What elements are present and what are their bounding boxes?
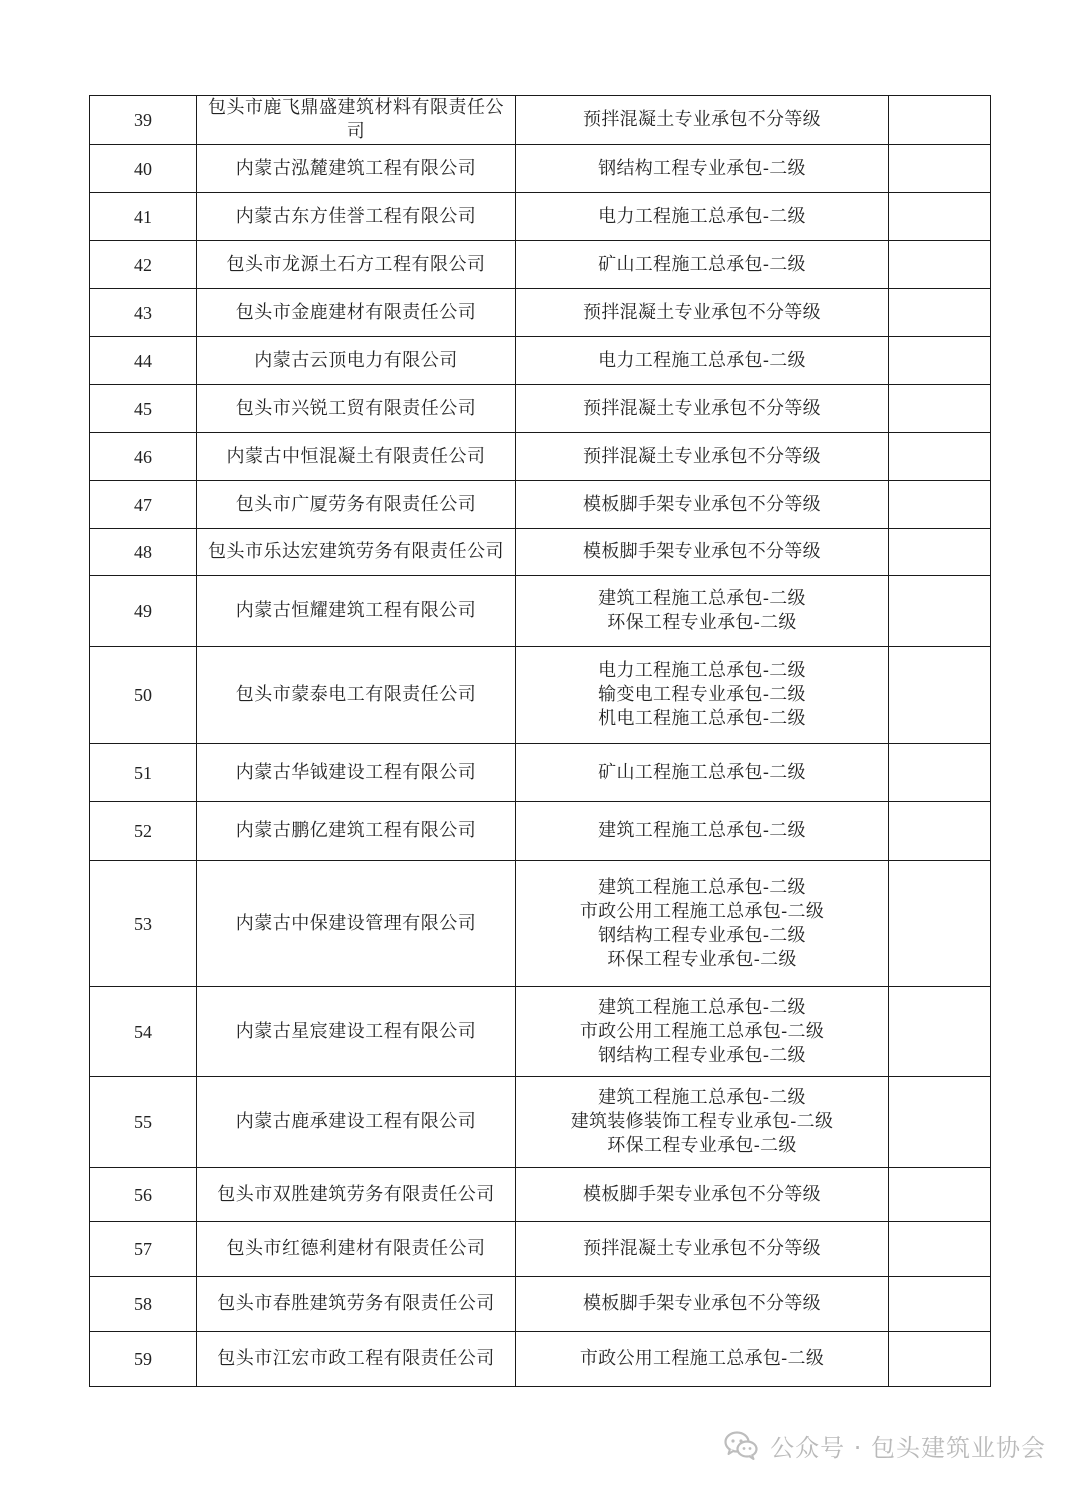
company-name: 内蒙古云顶电力有限公司	[197, 337, 516, 385]
qualification-cell	[516, 576, 889, 647]
qualification-item: 环保工程专业承包-二级	[607, 612, 797, 633]
qualification-item: 模板脚手架专业承包不分等级	[583, 1293, 821, 1314]
remark-cell	[889, 289, 991, 337]
qualification-cell	[516, 1222, 889, 1277]
qualification-item: 环保工程专业承包-二级	[607, 1135, 797, 1156]
row-number: 43	[90, 289, 197, 337]
remark-cell	[889, 744, 991, 802]
remark-cell	[889, 193, 991, 241]
qualification-item: 电力工程施工总承包-二级	[598, 205, 806, 227]
remark-cell	[889, 96, 991, 145]
qualification-cell	[516, 647, 889, 744]
row-number: 55	[90, 1077, 197, 1168]
qualification-item: 建筑工程施工总承包-二级	[598, 588, 806, 609]
row-number: 47	[90, 481, 197, 529]
company-name: 包头市兴锐工贸有限责任公司	[197, 385, 516, 433]
qualification-item: 环保工程专业承包-二级	[607, 948, 797, 970]
remark-cell	[889, 1168, 991, 1222]
qualification-item: 市政公用工程施工总承包-二级	[579, 1348, 825, 1369]
row-number: 49	[90, 576, 197, 647]
table-row	[90, 987, 991, 1077]
row-number: 56	[90, 1168, 197, 1222]
qualification-item: 预拌混凝土专业承包不分等级	[583, 109, 821, 130]
row-number: 41	[90, 193, 197, 241]
remark-cell	[889, 1332, 991, 1387]
company-name: 内蒙古星宸建设工程有限公司	[197, 987, 516, 1077]
row-number: 57	[90, 1222, 197, 1277]
row-number: 53	[90, 861, 197, 987]
row-number: 58	[90, 1277, 197, 1332]
wechat-icon	[724, 1430, 758, 1460]
qualification-cell	[516, 987, 889, 1077]
qualification-item: 输变电工程专业承包-二级	[598, 684, 806, 705]
row-number: 40	[90, 145, 197, 193]
qualification-item: 钢结构工程专业承包-二级	[598, 924, 806, 946]
qualification-item: 预拌混凝土专业承包不分等级	[583, 1238, 821, 1259]
remark-cell	[889, 529, 991, 576]
table-row	[90, 1168, 991, 1222]
company-name: 包头市金鹿建材有限责任公司	[197, 289, 516, 337]
remark-cell	[889, 481, 991, 529]
remark-cell	[889, 385, 991, 433]
watermark-text: 公众号 · 包头建筑业协会	[770, 1433, 1046, 1462]
qualification-table	[89, 95, 991, 1387]
qualification-item: 钢结构工程专业承包-二级	[598, 157, 806, 179]
company-name: 内蒙古鹏亿建筑工程有限公司	[197, 802, 516, 861]
remark-cell	[889, 861, 991, 987]
qualification-cell	[516, 481, 889, 529]
qualification-item: 建筑装修装饰工程专业承包-二级	[570, 1111, 834, 1132]
remark-cell	[889, 337, 991, 385]
row-number: 39	[90, 96, 197, 145]
qualification-cell	[516, 289, 889, 337]
remark-cell	[889, 576, 991, 647]
qualification-item: 电力工程施工总承包-二级	[598, 349, 806, 371]
qualification-cell	[516, 861, 889, 987]
qualification-item: 模板脚手架专业承包不分等级	[583, 493, 821, 515]
company-name: 内蒙古泓麓建筑工程有限公司	[197, 145, 516, 193]
table-row	[90, 433, 991, 481]
row-number: 51	[90, 744, 197, 802]
qualification-cell	[516, 193, 889, 241]
company-name: 内蒙古中保建设管理有限公司	[197, 861, 516, 987]
qualification-cell	[516, 337, 889, 385]
table-row	[90, 337, 991, 385]
qualification-item: 预拌混凝土专业承包不分等级	[583, 301, 821, 323]
row-number: 44	[90, 337, 197, 385]
company-name: 内蒙古鹿承建设工程有限公司	[197, 1077, 516, 1168]
table-row	[90, 1277, 991, 1332]
company-name: 包头市龙源土石方工程有限公司	[197, 241, 516, 289]
row-number: 54	[90, 987, 197, 1077]
qualification-item: 建筑工程施工总承包-二级	[598, 820, 806, 841]
table-row	[90, 145, 991, 193]
qualification-item: 预拌混凝土专业承包不分等级	[583, 397, 821, 419]
company-name: 包头市红德利建材有限责任公司	[197, 1222, 516, 1277]
row-number: 45	[90, 385, 197, 433]
watermark	[724, 1425, 1046, 1465]
table-row	[90, 1222, 991, 1277]
table-row	[90, 193, 991, 241]
company-name: 包头市双胜建筑劳务有限责任公司	[197, 1168, 516, 1222]
remark-cell	[889, 987, 991, 1077]
company-name: 包头市广厦劳务有限责任公司	[197, 481, 516, 529]
remark-cell	[889, 1077, 991, 1168]
row-number: 46	[90, 433, 197, 481]
qualification-cell	[516, 433, 889, 481]
company-name: 包头市春胜建筑劳务有限责任公司	[197, 1277, 516, 1332]
qualification-item: 钢结构工程专业承包-二级	[598, 1044, 806, 1066]
remark-cell	[889, 145, 991, 193]
qualification-item: 矿山工程施工总承包-二级	[598, 253, 806, 275]
qualification-item: 模板脚手架专业承包不分等级	[583, 541, 821, 562]
qualification-item: 建筑工程施工总承包-二级	[598, 876, 806, 898]
qualification-cell	[516, 1277, 889, 1332]
qualification-item: 市政公用工程施工总承包-二级	[579, 900, 825, 922]
qualification-cell	[516, 241, 889, 289]
row-number: 42	[90, 241, 197, 289]
table-row	[90, 802, 991, 861]
table-row	[90, 241, 991, 289]
qualification-cell	[516, 529, 889, 576]
remark-cell	[889, 433, 991, 481]
qualification-item: 模板脚手架专业承包不分等级	[583, 1183, 821, 1205]
remark-cell	[889, 1222, 991, 1277]
table-row	[90, 647, 991, 744]
row-number: 48	[90, 529, 197, 576]
qualification-item: 市政公用工程施工总承包-二级	[579, 1020, 825, 1042]
remark-cell	[889, 241, 991, 289]
table-row	[90, 861, 991, 987]
qualification-item: 矿山工程施工总承包-二级	[598, 761, 806, 783]
remark-cell	[889, 1277, 991, 1332]
table-row	[90, 529, 991, 576]
row-number: 50	[90, 647, 197, 744]
qualification-item: 建筑工程施工总承包-二级	[598, 996, 806, 1018]
qualification-cell	[516, 96, 889, 145]
table-row	[90, 744, 991, 802]
company-name: 包头市鹿飞鼎盛建筑材料有限责任公司	[197, 96, 516, 145]
table-row	[90, 96, 991, 145]
row-number: 59	[90, 1332, 197, 1387]
table-row	[90, 576, 991, 647]
table-body	[90, 96, 991, 1387]
table-row	[90, 289, 991, 337]
qualification-cell	[516, 385, 889, 433]
qualification-item: 预拌混凝土专业承包不分等级	[583, 445, 821, 467]
table-row	[90, 1332, 991, 1387]
row-number: 52	[90, 802, 197, 861]
table-row	[90, 385, 991, 433]
company-name: 包头市乐达宏建筑劳务有限责任公司	[197, 529, 516, 576]
company-name: 内蒙古东方佳誉工程有限公司	[197, 193, 516, 241]
qualification-cell	[516, 744, 889, 802]
company-name: 包头市蒙泰电工有限责任公司	[197, 647, 516, 744]
qualification-cell	[516, 1077, 889, 1168]
remark-cell	[889, 647, 991, 744]
company-name: 内蒙古恒耀建筑工程有限公司	[197, 576, 516, 647]
qualification-item: 机电工程施工总承包-二级	[598, 708, 806, 729]
qualification-item: 建筑工程施工总承包-二级	[598, 1087, 806, 1108]
remark-cell	[889, 802, 991, 861]
qualification-cell	[516, 1168, 889, 1222]
qualification-cell	[516, 1332, 889, 1387]
table-row	[90, 481, 991, 529]
company-name: 内蒙古华钺建设工程有限公司	[197, 744, 516, 802]
company-name: 包头市江宏市政工程有限责任公司	[197, 1332, 516, 1387]
qualification-item: 电力工程施工总承包-二级	[598, 660, 806, 681]
company-name: 内蒙古中恒混凝土有限责任公司	[197, 433, 516, 481]
qualification-cell	[516, 802, 889, 861]
qualification-cell	[516, 145, 889, 193]
table-row	[90, 1077, 991, 1168]
